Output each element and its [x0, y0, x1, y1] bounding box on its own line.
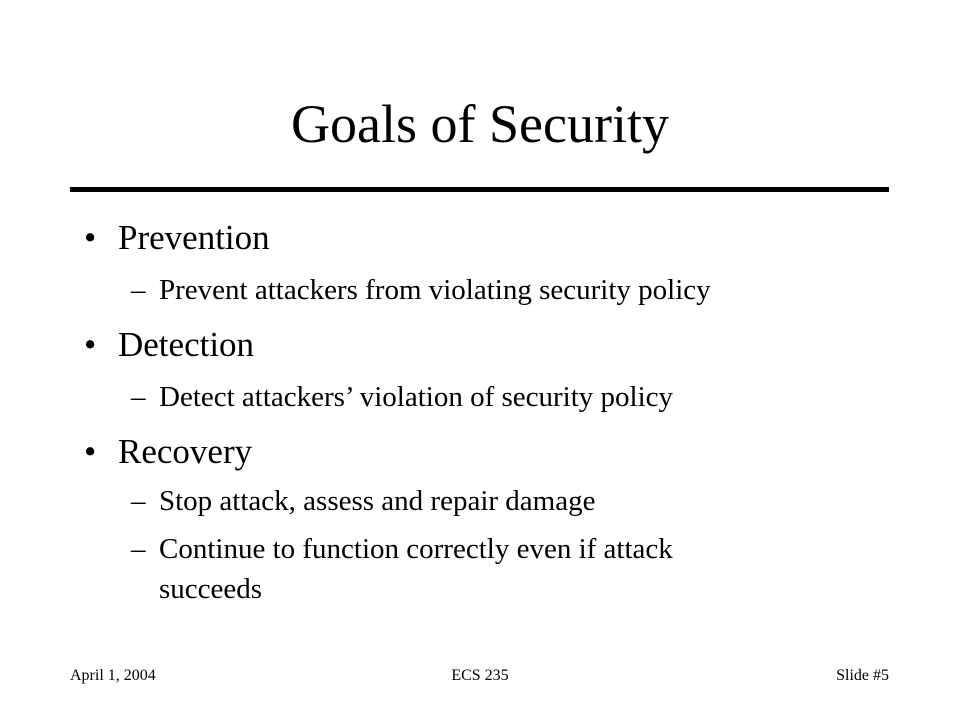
bullet-glyph: •: [84, 432, 97, 471]
dash-glyph: –: [131, 533, 146, 565]
bullet-item-prevention: [84, 218, 270, 258]
subitem-text: Continue to function correctly even if attack: [159, 533, 673, 565]
footer-course: ECS 235: [451, 667, 509, 684]
subitem-recovery-2-continuation: succeeds: [159, 573, 263, 605]
subitem-detection-1: [131, 381, 673, 414]
subitem-recovery-1: [131, 485, 595, 518]
bullet-item-recovery: [84, 432, 252, 472]
bullet-label: Prevention: [118, 218, 270, 257]
bullet-label: Detection: [118, 325, 255, 364]
footer-slide-number: Slide #5: [836, 667, 889, 684]
footer-date: April 1, 2004: [70, 667, 156, 684]
bullet-label: Recovery: [118, 432, 253, 471]
bullet-item-detection: [84, 325, 254, 365]
subitem-prevention-1: [131, 274, 711, 307]
dash-glyph: –: [131, 381, 146, 413]
subitem-text: Stop attack, assess and repair damage: [159, 485, 596, 517]
subitem-recovery-2: [131, 533, 673, 566]
dash-glyph: –: [131, 274, 146, 306]
bullet-glyph: •: [84, 218, 97, 257]
subitem-text: Prevent attackers from violating security policy: [159, 274, 711, 306]
slide-title: Goals of Security: [291, 94, 669, 154]
bullet-glyph: •: [84, 325, 97, 364]
subitem-text: Detect attackers’ violation of security policy: [159, 381, 674, 413]
dash-glyph: –: [131, 485, 146, 517]
